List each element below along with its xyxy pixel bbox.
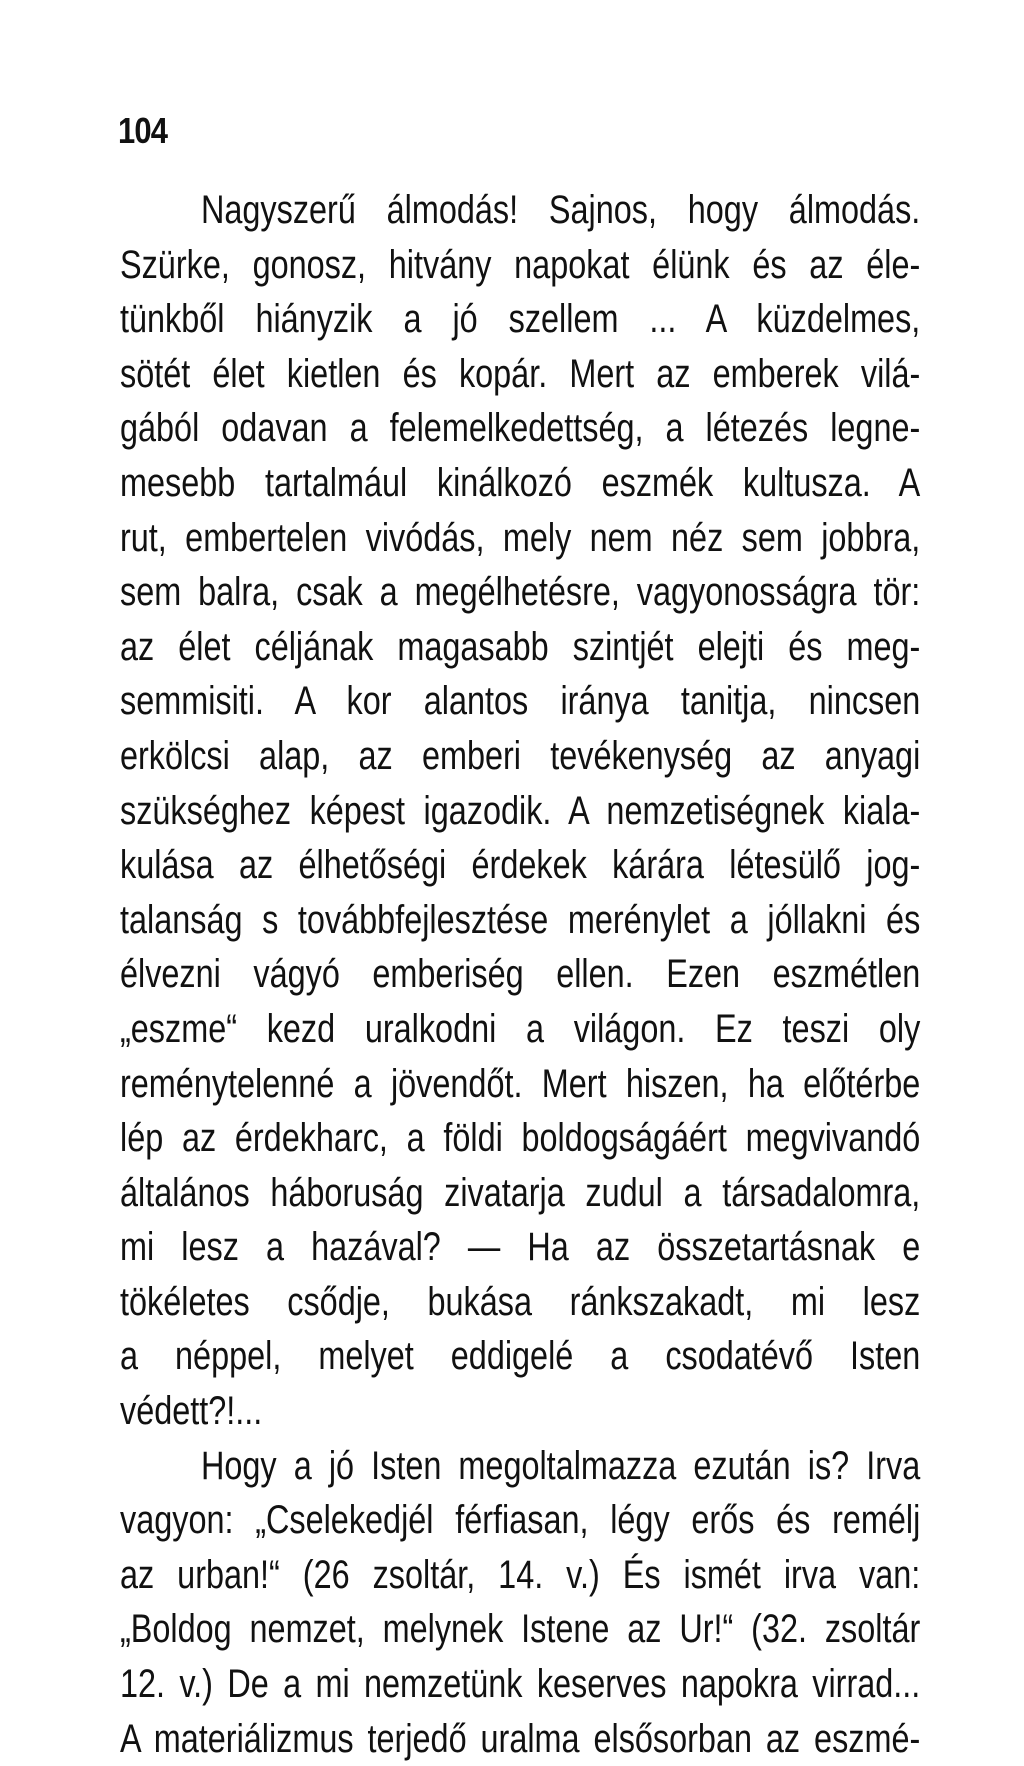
text-line: sem balra, csak a megélhetésre, vagyonosságra tör: [120, 570, 921, 615]
text-line: az élet céljának magasabb szintjét elejti és meg- [120, 624, 921, 669]
text-line: védett?!... [120, 1389, 263, 1434]
text-line: tökéletes csődje, bukása ránkszakadt, mi lesz [120, 1279, 921, 1324]
text-line: általános háboruság zivatarja zudul a társadalomra, [120, 1170, 921, 1215]
text-line: tünkből hiányzik a jó szellem ... A küzdelmes, [120, 297, 921, 342]
body-text [120, 183, 920, 1766]
text-line: kulása az élhetőségi érdekek kárára létesülő jog- [120, 843, 921, 888]
text-line: talanság s továbbfejlesztése merénylet a jóllakni és [120, 897, 921, 942]
text-line: vagyon: „Cselekedjél férfiasan, légy erős és remélj [120, 1498, 921, 1543]
text-line: reménytelenné a jövendőt. Mert hiszen, ha előtérbe [120, 1061, 921, 1106]
text-line: szükséghez képest igazodik. A nemzetiségnek kiala- [120, 788, 921, 833]
text-line: lép az érdekharc, a földi boldogságáért megvivandó [120, 1116, 921, 1161]
paragraph-2 [120, 1439, 920, 1766]
text-line: A materiálizmus terjedő uralma elsősorban az eszmé- [120, 1716, 921, 1761]
text-line: sötét élet kietlen és kopár. Mert az emberek vilá- [120, 351, 921, 396]
paragraph-1 [120, 183, 920, 1439]
text-line: semmisiti. A kor alantos iránya tanitja, nincsen [120, 679, 921, 724]
text-line: az urban!“ (26 zsoltár, 14. v.) És ismét irva van: [120, 1552, 921, 1597]
text-line: „Boldog nemzet, melynek Istene az Ur!“ (32. zsoltár [120, 1607, 921, 1652]
text-line: mesebb tartalmául kinálkozó eszmék kultusza. A [120, 460, 921, 505]
text-line: élvezni vágyó emberiség ellen. Ezen eszmétlen [120, 952, 921, 997]
text-line: Nagyszerű álmodás! Sajnos, hogy álmodás. [201, 188, 921, 232]
text-line: a néppel, melyet eddigelé a csodatévő Isten [120, 1334, 921, 1379]
text-line: Hogy a jó Isten megoltalmazza ezután is? Irva [201, 1443, 921, 1488]
text-line: erkölcsi alap, az emberi tevékenység az anyagi [120, 733, 921, 778]
text-line: 12. v.) De a mi nemzetünk keserves napokra virrad... [120, 1662, 921, 1707]
page-number: 104 [118, 110, 168, 151]
text-line: rut, embertelen vivódás, mely nem néz sem jobbra, [120, 515, 921, 560]
text-line: mi lesz a hazával? — Ha az összetartásnak e [120, 1225, 921, 1270]
text-line: gából odavan a felemelkedettség, a létezés legne- [120, 406, 921, 451]
text-line: Szürke, gonosz, hitvány napokat élünk és az éle- [120, 242, 921, 287]
text-line: „eszme“ kezd uralkodni a világon. Ez teszi oly [120, 1006, 921, 1051]
